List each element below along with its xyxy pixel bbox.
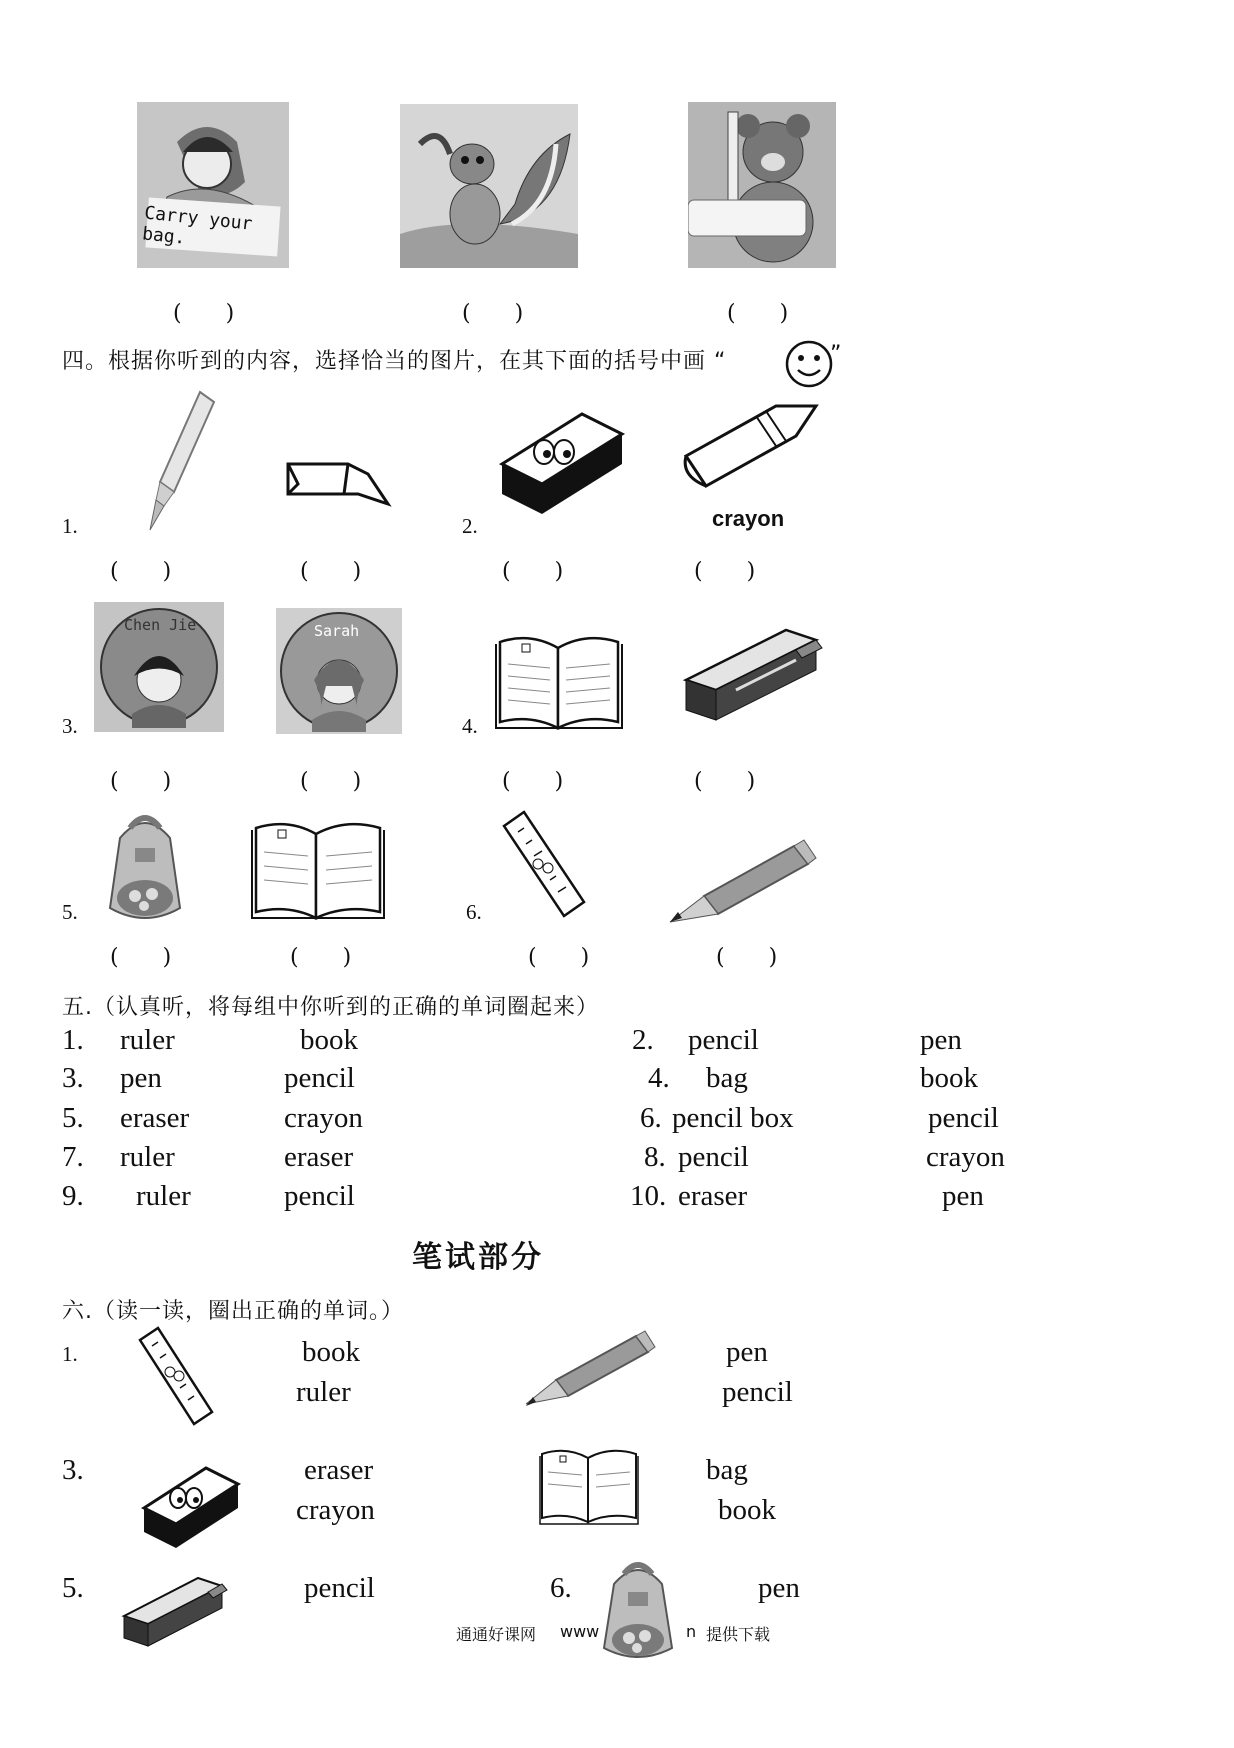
- s6-q3-option-2[interactable]: crayon: [296, 1494, 375, 1526]
- book-open-icon: [494, 630, 624, 738]
- s5-num-10: 10.: [630, 1180, 667, 1212]
- s5-word[interactable]: pen: [120, 1062, 162, 1094]
- s5-word[interactable]: ruler: [120, 1141, 175, 1173]
- chen-jie-name: Chen Jie: [124, 616, 197, 634]
- s5-word[interactable]: pencil: [284, 1062, 355, 1094]
- eraser-cartoon-icon: [136, 1460, 246, 1560]
- answer-paren-r2-1[interactable]: ( ): [110, 769, 172, 794]
- s6-number-1: 1.: [62, 1342, 78, 1366]
- footer-url-end: n: [686, 1622, 697, 1641]
- s6-q6-option-1[interactable]: pen: [758, 1572, 800, 1604]
- s5-num-9: 9.: [62, 1180, 84, 1212]
- answer-paren-r3-4[interactable]: ( ): [716, 945, 778, 970]
- s5-word[interactable]: book: [300, 1024, 358, 1056]
- s5-num-5: 5.: [62, 1102, 84, 1134]
- section6-heading: 六.（读一读，圈出正确的单词。）: [62, 1299, 404, 1324]
- s6-q3-option-1[interactable]: eraser: [304, 1454, 374, 1486]
- s5-word[interactable]: pen: [920, 1024, 962, 1056]
- schoolbag-icon: [588, 1556, 688, 1672]
- eraser-cartoon-icon: [492, 404, 632, 528]
- q4-number-5: 5.: [62, 900, 78, 924]
- s5-word[interactable]: ruler: [136, 1180, 191, 1212]
- boy-carry-bag-picture: [137, 102, 289, 268]
- answer-paren-r2-4[interactable]: ( ): [694, 769, 756, 794]
- pencil-outline-icon: [278, 444, 398, 528]
- footer-url-start: www: [560, 1622, 600, 1641]
- s5-num-2: 2.: [632, 1024, 654, 1056]
- s6-q4-option-2[interactable]: book: [718, 1494, 776, 1526]
- s5-num-7: 7.: [62, 1141, 84, 1173]
- s5-word[interactable]: pencil: [284, 1180, 355, 1212]
- s6-q1-option-2[interactable]: ruler: [296, 1376, 351, 1408]
- s5-word[interactable]: crayon: [284, 1102, 363, 1134]
- book-open-icon: [250, 816, 386, 928]
- answer-paren-top-3[interactable]: ( ): [727, 301, 789, 326]
- answer-paren-r1-2[interactable]: ( ): [300, 559, 362, 584]
- s5-word[interactable]: pencil: [928, 1102, 999, 1134]
- carry-bag-caption: Carry your bag.: [141, 202, 254, 249]
- pen-icon: [128, 382, 228, 536]
- answer-paren-r1-4[interactable]: ( ): [694, 559, 756, 584]
- bear-with-ruler-picture: [688, 102, 836, 268]
- s5-word[interactable]: eraser: [120, 1102, 190, 1134]
- pencil-box-icon: [676, 620, 836, 744]
- section4-heading: [62, 344, 726, 375]
- footer-download-text: 提供下载: [706, 1625, 771, 1644]
- s6-number-3: 3.: [62, 1454, 84, 1486]
- s5-word[interactable]: bag: [706, 1062, 748, 1094]
- answer-paren-r3-2[interactable]: ( ): [290, 945, 352, 970]
- smiley-face-icon: [784, 338, 834, 394]
- s5-num-6: 6.: [640, 1102, 662, 1134]
- s6-q5-option-1[interactable]: pencil: [304, 1572, 375, 1604]
- ruler-cartoon-icon: [498, 806, 588, 930]
- chen-jie-card-picture: [94, 602, 224, 732]
- answer-paren-top-1[interactable]: ( ): [173, 301, 235, 326]
- q4-number-1: 1.: [62, 514, 78, 538]
- s5-num-4: 4.: [648, 1062, 670, 1094]
- s6-number-5: 5.: [62, 1572, 84, 1604]
- schoolbag-icon: [90, 808, 200, 932]
- answer-paren-top-2[interactable]: ( ): [462, 301, 524, 326]
- pencil-box-icon: [116, 1570, 236, 1664]
- answer-paren-r3-1[interactable]: ( ): [110, 945, 172, 970]
- squirrel-picture: [400, 104, 578, 268]
- answer-paren-r3-3[interactable]: ( ): [528, 945, 590, 970]
- section4-heading-close: ”: [830, 342, 843, 367]
- pencil-grey-icon: [664, 826, 824, 930]
- answer-paren-r1-1[interactable]: ( ): [110, 559, 172, 584]
- ruler-cartoon-icon: [136, 1322, 216, 1436]
- s5-word[interactable]: eraser: [678, 1180, 748, 1212]
- book-open-icon: [538, 1444, 640, 1530]
- section4-heading-text: 四。根据你听到的内容，选择恰当的图片，在其下面的括号中画 “: [62, 349, 727, 374]
- s6-number-6: 6.: [550, 1572, 572, 1604]
- s5-word[interactable]: pen: [942, 1180, 984, 1212]
- footer-site-name: 通通好课网: [456, 1625, 537, 1644]
- section5-heading: 五.（认真听，将每组中你听到的正确的单词圈起来）: [62, 995, 599, 1020]
- s5-num-8: 8.: [644, 1141, 666, 1173]
- pencil-grey-icon: [520, 1318, 660, 1412]
- q4-number-6: 6.: [466, 900, 482, 924]
- sarah-name: Sarah: [314, 622, 360, 640]
- written-section-title: 笔试部分: [412, 1240, 544, 1275]
- s5-word[interactable]: pencil box: [672, 1102, 794, 1134]
- s6-q4-option-1[interactable]: bag: [706, 1454, 748, 1486]
- crayon-caption: crayon: [712, 506, 785, 531]
- s5-num-3: 3.: [62, 1062, 84, 1094]
- s5-word[interactable]: ruler: [120, 1024, 175, 1056]
- q4-number-2: 2.: [462, 514, 478, 538]
- s6-q1-option-1[interactable]: book: [302, 1336, 360, 1368]
- answer-paren-r2-3[interactable]: ( ): [502, 769, 564, 794]
- s5-word[interactable]: eraser: [284, 1141, 354, 1173]
- s5-word[interactable]: pencil: [688, 1024, 759, 1056]
- s5-word[interactable]: book: [920, 1062, 978, 1094]
- s6-q2-option-2[interactable]: pencil: [722, 1376, 793, 1408]
- q4-number-3: 3.: [62, 714, 78, 738]
- s5-num-1: 1.: [62, 1024, 84, 1056]
- sarah-card-picture: [276, 608, 402, 734]
- q4-number-4: 4.: [462, 714, 478, 738]
- s5-word[interactable]: crayon: [926, 1141, 1005, 1173]
- s6-q2-option-1[interactable]: pen: [726, 1336, 768, 1368]
- crayon-icon: [676, 396, 826, 500]
- answer-paren-r2-2[interactable]: ( ): [300, 769, 362, 794]
- s5-word[interactable]: pencil: [678, 1141, 749, 1173]
- answer-paren-r1-3[interactable]: ( ): [502, 559, 564, 584]
